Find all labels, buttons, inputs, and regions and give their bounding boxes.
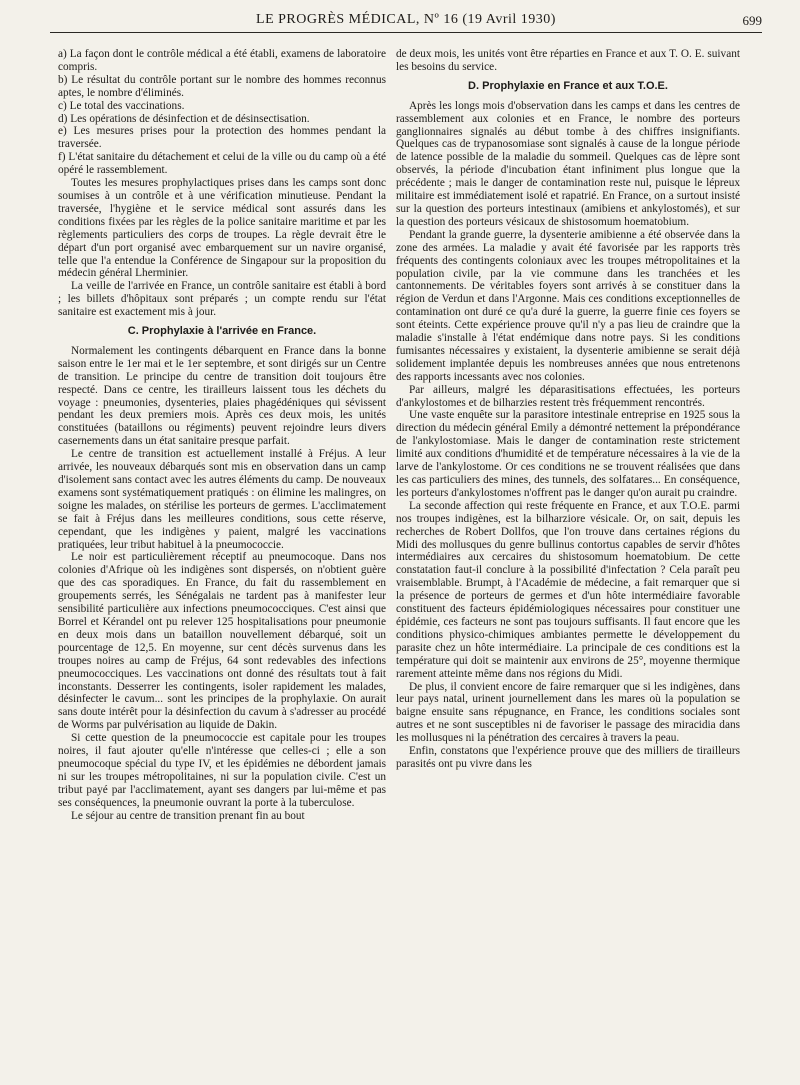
paragraph: Une vaste enquête sur la parasitore intestinale entreprise en 1925 sous la direction du médecin général Emily a démontré nettement la prépondérance de l'ankylostomiase. Mais le danger de contamination reste strictement limité aux conditions d'humidité et de température nécessaires à la vie de la larve de l'ankylostome. Or ces conditions ne se trouvent réalisées que dans les cas particuliers des mines, des tunnels, des solfatares... En conséquence, les porteurs d'ankylostomes n'offrent pas le danger qu'on aurait pu craindre.: [396, 409, 740, 499]
paragraph: Après les longs mois d'observation dans les camps et dans les centres de rassemblement aux colonies et en France, le nombre des porteurs ganglionnaires signalés au début tombe à des chiffres insignifiants. Quelques cas de trypanosomiase sont signalés à cause de la longue période de latence possible de la maladie du sommeil. Quelques cas de lèpre sont observés, la période d'incubation étant infiniment plus longue que la précédente ; mais le danger de contamination reste nul, puisque le lépreux militaire est immédiatement isolé et rapatrié. En France, on a surtout insisté sur la question des porteurs intestinaux (amibiens et ankylostomés), et sur la question des porteurs vésicaux de shistosomum hoematobium.: [396, 99, 740, 228]
section-heading-c: C. Prophylaxie à l'arrivée en France.: [127, 325, 317, 338]
paragraph: Si cette question de la pneumococcie est capitale pour les troupes noires, il faut ajouter qu'elle n'intéresse que celles-ci ; elle a son pneumocoque spécial du type IV, et les épidémies ne débordent jamais ni sur les troupes métropolitaines, ni sur la population civile. C'est un tribut payé par l'acclimatement, ayant ses dangers par lui-même et pas ses conséquences, la pneumonie ouvrant la porte à la tuberculose.: [58, 732, 386, 809]
section-heading-d: D. Prophylaxie en France et aux T.O.E.: [468, 79, 668, 92]
list-item-e: e) Les mesures prises pour la protection des hommes pendant la traversée.: [58, 125, 386, 151]
paragraph: Le centre de transition est actuellement installé à Fréjus. A leur arrivée, les nouveaux débarqués sont mis en observation dans un camp d'isolement sans contact avec les autres éléments du camp. De nouveaux examens sont systématiquement pratiqués : on élimine les malingres, on soigne les malades, on stérilise les porteurs de germes. L'acclimatement se fait à Fréjus dans les meilleures conditions, sous cette réserve, cependant, que les indigènes y paient, malgré les vaccinations pratiquées, leur tribut habituel à la pneumococcie.: [58, 448, 386, 551]
paragraph: Enfin, constatons que l'expérience prouve que des milliers de tirailleurs parasités ont pu vivre dans les: [396, 745, 740, 770]
paragraph: Normalement les contingents débarquent en France dans la bonne saison entre le 1er mai et le 1er septembre, et sont dirigés sur un Centre de transition. Le principe du centre de transition doit toujours être respecté. Dans ce centre, les tirailleurs laissent tous les déchets du voyage : pneumonies, dysenteries, plaies phagédéniques qui sévissent pendant les deux premiers mois. Après ces deux mois, les unités constituées (bataillons ou régiments) peuvent rejoindre leurs divers casernements dans un état sanitaire presque parfait.: [58, 344, 386, 448]
list-item-d: d) Les opérations de désinfection et de désinsectisation.: [58, 112, 310, 125]
paragraph: Par ailleurs, malgré les déparasitisations effectuées, les porteurs d'ankylostomes et de bilharzies restent très fréquemment rencontrés.: [396, 383, 740, 409]
left-column: [58, 48, 386, 822]
paragraph: Pendant la grande guerre, la dysenterie amibienne a été observée dans la zone des armées. La maladie y avait été favorisée par les rapports très fréquents des contingents coloniaux avec les troupes métropolitaines et la population civile, par la vie commune dans les tranchées et les cantonnements. De véritables foyers sont arrivés à se constituer dans la région de Verdun et dans l'Argonne. Mais ces conditions exceptionnelles de contamination ont duré ce qu'a duré la guerre, la guerre finie ces foyers se sont éteints. Cette expérience prouve qu'il n'y a pas lieu de craindre que la maladie s'installe à l'état endémique dans notre pays. Si les conditions fumisantes nécessaires y existaient, la dysenterie amibienne se serait déjà solidement implantée depuis les nombreuses années que nous entretenons des rapports incessants avec nos colonies.: [396, 228, 740, 383]
paragraph: Le séjour au centre de transition prenant fin au bout: [71, 809, 305, 822]
paragraph: de deux mois, les unités vont être réparties en France et aux T. O. E. suivant les besoins du service.: [396, 48, 740, 73]
paragraph: Le noir est particulièrement réceptif au pneumocoque. Dans nos colonies d'Afrique où les indigènes sont dispersés, on n'obtient guère que des cas sporadiques. En France, du fait du rassemblement en groupements serrés, les Sénégalais ne tardent pas à manifester leur sensibilité particulière aux infections pneumococciques. C'est ainsi que Borrel et Kérandel ont pu relever 125 hospitalisations pour pneumonie en deux mois dans un bataillon nouvellement débarqué, soit un pourcentage de 12,5. En moyenne, sur cent décès survenus dans les troupes noires au camp de Fréjus, 64 sont redevables des infections pneumococciques. Les vaccinations ont donné des résultats tout à fait inconstants. Desserrer les contingents, isoler rapidement les malades, désinfecter le cavum... sont les principes de la prophylaxie. On aurait sans doute intérêt pour la désinfection du cavum à s'adresser au procédé de Worms par pulvérisation au liquide de Dakin.: [58, 551, 386, 732]
list-item-a: a) La façon dont le contrôle médical a été établi, examens de laboratoire compris.: [58, 48, 386, 73]
paragraph: Toutes les mesures prophylactiques prises dans les camps sont donc soumises à un contrôle et à une vérification minutieuse. Pendant la traversée, l'hygiène et le service médical sont assurés dans les conditions fixées par les règles de la police sanitaire maritime et par les règlements particuliers des corps de troupes. La règle devrait être le départ d'un port organisé avec embarquement sur un navire organisé, telle que l'a entendue la Conférence de Singapour sur la proposition du médecin général Lherminier.: [58, 177, 386, 280]
right-column: [396, 48, 740, 771]
list-item-f: f) L'état sanitaire du détachement et celui de la ville ou du camp où a été opéré le rassemblement.: [58, 151, 386, 177]
journal-title: LE PROGRÈS MÉDICAL, Nº 16 (19 Avril 1930): [256, 12, 556, 27]
running-header: [50, 6, 762, 33]
list-item-c: c) Le total des vaccinations.: [58, 99, 185, 112]
paragraph: La seconde affection qui reste fréquente en France, et aux T.O.E. parmi nos troupes indigènes, est la bilharziore vésicale. Or, on sait, depuis les recherches de Robert Dollfos, que l'on trouve dans certaines régions du Midi des mollusques du genre bullinus contortus capables de servir d'hôtes intermédiaires aux cercaires du shistosomum hoematobium. De cette constatation faut-il conclure à la possibilité d'infectation ? Cela paraît peu vraisemblable. Brumpt, à l'Académie de médecine, a fait remarquer que si la présence de porteurs de germes et d'un hôte intermédiaire favorable constituent des facteurs épidémiologiques nécessaires pour constituer une épidémie, ces facteurs ne sont pas toujours suffisants. Il faut encore que les conditions physico-chimiques ambiantes permette le développement du parasite chez un hôte intermédiaire. La principale de ces conditions est la température qui doit se maintenir aux environs de 25°, moyenne thermique rarement atteinte même dans nos régions du Midi.: [396, 499, 740, 680]
paragraph: La veille de l'arrivée en France, un contrôle sanitaire est établi à bord ; les billets d'hôpitaux sont préparés ; un compte rendu sur l'état sanitaire est exactement mis à jour.: [58, 280, 386, 319]
paragraph: De plus, il convient encore de faire remarquer que si les indigènes, dans leur pays natal, urinent journellement dans les mares où la population se baigne ensuite sans répugnance, en France, les conditions sociales sont autres et ne sont susceptibles ni de favoriser le passage des miracidia dans les mollusques ni la pénétration des cercaires à travers la peau.: [396, 680, 740, 745]
list-item-b: b) Le résultat du contrôle portant sur le nombre des hommes reconnus aptes, le nombre d'éliminés.: [58, 73, 386, 99]
page-number: 699: [742, 13, 762, 28]
